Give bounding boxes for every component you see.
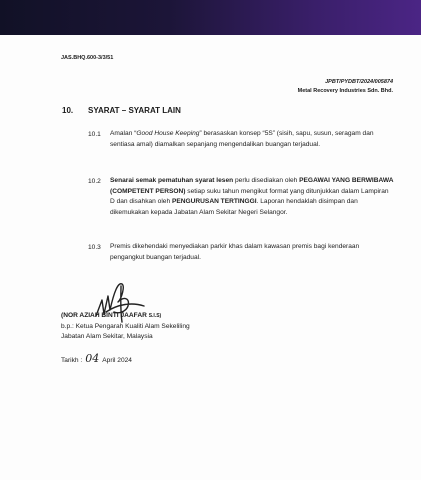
item-text: Amalan “Good House Keeping” berasaskan konsep “5S” (sisih, sapu, susun, seragam dan sentiasa amal) diamalkan sepanjang mengendalikan buangan terjadual. [110,130,374,148]
item-text: Premis dikehendaki menyediakan parkir khas dalam kawasan premis bagi kenderaan pengangkut buangan terjadual. [110,243,360,261]
date-line: Tarikh : 04 April 2024 [61,352,132,365]
item-text: Senarai semak pematuhan syarat lesen perlu disediakan oleh PEGAWAI YANG BERWIBAWA (COMPETENT PERSON) setiap suku tahun mengikut format yang ditunjukkan dalam Lampiran D dan disahkan oleh PENGURUSAN TERTINGGI. Laporan hendaklah disimpan dan dikemukakan kepada Jabatan Alam Sekitar Negeri Selangor. [110,177,394,216]
section-title: SYARAT – SYARAT LAIN [88,106,181,115]
top-bar [0,0,421,35]
handwritten-day: 04 [85,352,100,365]
signatory-department: Jabatan Alam Sekitar, Malaysia [61,333,153,340]
section-number: 10. [62,106,74,115]
item-number: 10.1 [88,131,101,138]
reference-number: JAS.BHQ.600-3/3/51 [61,55,114,61]
company-name: Metal Recovery Industries Sdn. Bhd. [297,88,393,94]
signatory-name: (NOR AZIAH BINTI JAAFAR S.I.S) [61,312,162,319]
signatory-title: b.p.: Ketua Pengarah Kualiti Alam Sekeliling [61,323,190,330]
item-number: 10.2 [88,178,101,185]
file-reference: JPBT/PYDBT/2024/005874 [325,79,393,85]
item-number: 10.3 [88,244,101,251]
